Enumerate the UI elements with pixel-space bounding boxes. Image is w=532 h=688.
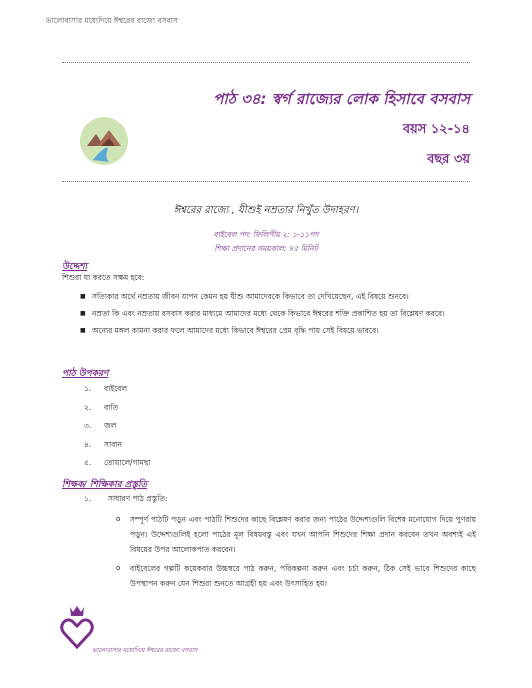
lesson-duration: শিক্ষা প্রদানের সময়কাল: ৪৫ মিনিট — [214, 244, 318, 253]
list-item: ■ নম্রতা কি এবং নম্রতায় বসবাস করার মাধ্যমে আমাদের মধ্যে থেকে কিভাবে ঈশ্বরের শক্তি প্রকাশিত হয় তা বিশ্লেষণ করবে। — [80, 307, 475, 321]
list-item: ১. বাইবেল — [84, 384, 128, 393]
objectives-list — [80, 290, 475, 341]
bible-reference: বাইবেল পদ: ফিলিপীয় ২: ১-১১পদ — [213, 230, 319, 239]
list-item: ৫. তোয়ালে/গামছা — [84, 458, 151, 467]
list-item: ■ সত্যিকার অর্থে নম্রতায় জীবন যাপন কেমন হয় যীশু আমাদেরকে কিভাবে তা দেখিয়েছেন, এই বিষয়ে শুনবে। — [80, 290, 475, 304]
crown-heart-logo-icon — [60, 603, 94, 653]
list-item: ■ অন্যের মঙ্গল কামনা করার ফলে আমাদের মধ্যে কিভাবে ঈশ্বরের প্রেম বৃদ্ধি পায় সেই বিষয়ে ভাববে। — [80, 324, 475, 338]
list-item: o বাইবেলের গল্পটি কয়েকবার উচ্চস্বরে পাঠ করুন, পরিকল্পনা করুন এবং চর্চা করুন, ঠিক সেই ভাবে শিশুদের কাছে উপস্থাপন করুন যেন শিশুরা শুনতে আগ্রহী হয় এবং উৎসাহিত হয়। — [116, 561, 476, 591]
divider — [62, 62, 470, 63]
objectives-intro: শিশুরা যা করতে সক্ষম হবে: — [62, 273, 145, 282]
list-item: ৪. সাবান — [84, 439, 122, 449]
list-item: ২. বাতি — [84, 402, 119, 412]
year-label: বছর ৩য় — [427, 152, 470, 167]
materials-list — [84, 384, 151, 477]
list-item: o সম্পূর্ণ পাঠটি পড়ুন এবং পাঠটি শিশুদের কাছে বিশ্লেষণ করার জন্য পাঠের উদ্দেশ্যগুলি বিশেষ মনোযোগ দিয়ে পুণরায় পড়ুন। উদ্দেশ্যগুলিই হলো পাঠের মূল বিষয়বস্তু এবং যখন আপনি শিশুদের শিক্ষা প্রদান করবেন তখন অবশ্যই এই বিষয়ের উপর আলোকপাত করবেন। — [116, 512, 476, 557]
materials-heading: পাঠ উপকরণ — [62, 369, 109, 379]
footer-text: ভালোবাসার মধ্যেদিয়ে ঈশ্বরের রাজ্যে বসবাস — [92, 647, 198, 654]
mountain-logo-icon — [79, 116, 129, 166]
running-header: ভালোবাসার মধ্যেদিয়ে ঈশ্বরের রাজ্যে বসবাস — [46, 16, 178, 25]
list-item: ৩. জল — [84, 421, 117, 430]
age-range: বয়স ১২-১৪ — [402, 122, 470, 137]
preparation-heading: শিক্ষক/ শিক্ষিকার প্রস্তুতি — [62, 480, 148, 490]
lesson-title: পাঠ ৩৪: স্বর্গ রাজ্যের লোক হিসাবে বসবাস — [213, 90, 470, 108]
lesson-subtitle: ঈশ্বরের রাজ্যে , যীশুই নম্রতার নিখুঁত উদাহরণ। — [173, 205, 359, 216]
preparation-sublist — [116, 512, 476, 595]
objectives-heading: উদ্দেশ্য — [62, 262, 88, 272]
preparation-item: ১. সাধারণ পাঠ প্রস্তুতি: — [84, 494, 168, 503]
divider — [62, 181, 470, 182]
